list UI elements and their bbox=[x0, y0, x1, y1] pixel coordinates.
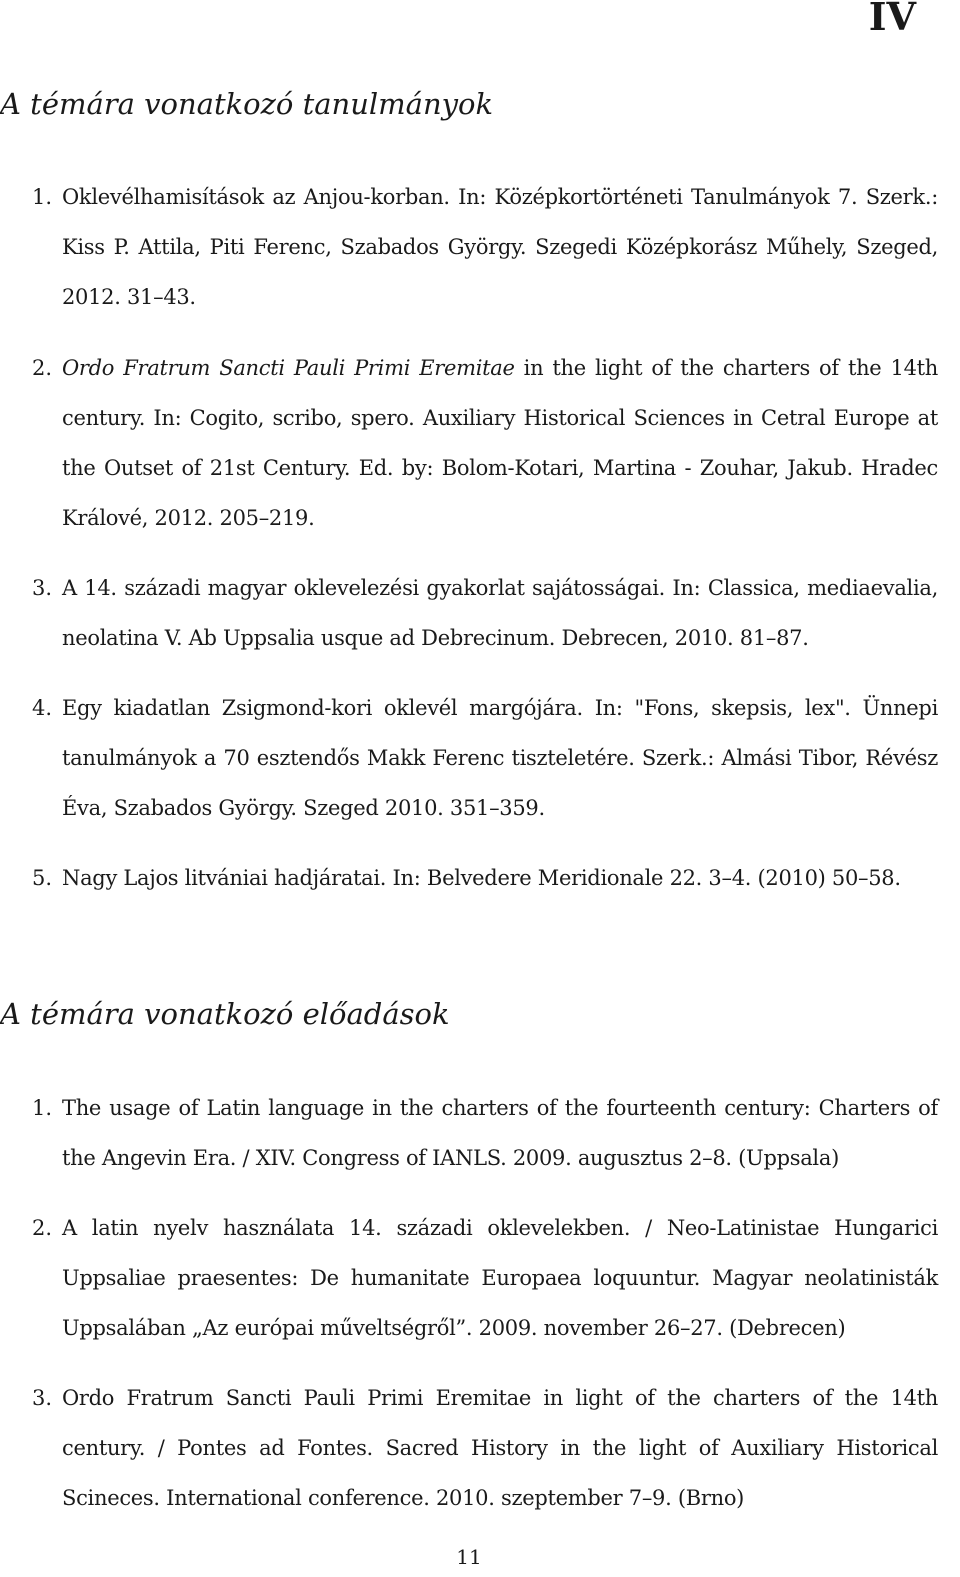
section-title-studies: A témára vonatkozó tanulmányok bbox=[0, 87, 494, 121]
chapter-number: IV bbox=[868, 0, 916, 39]
study-entry-text: Egy kiadatlan Zsigmond-kori oklevél margójára. In: "Fons, skepsis, lex". Ünnepi tanulmányok a 70 esztendős Makk Ferenc tiszteletére. Szerk.: Almási Tibor, Révész Éva, Szabados György. Szeged 2010. 351–359. bbox=[62, 696, 938, 820]
page-number: 11 bbox=[456, 1545, 482, 1569]
study-number: 3. bbox=[32, 576, 53, 600]
talk-entry-text: The usage of Latin language in the charters of the fourteenth century: Charters of the Angevin Era. / XIV. Congress of IANLS. 2009. augusztus 2–8. (Uppsala) bbox=[62, 1096, 938, 1170]
study-entry-text: Nagy Lajos litvániai hadjáratai. In: Belvedere Meridionale 22. 3–4. (2010) 50–58. bbox=[62, 866, 901, 890]
talk-entry bbox=[62, 1203, 938, 1353]
study-entry bbox=[62, 683, 938, 833]
study-entry-text: A 14. századi magyar oklevelezési gyakorlat sajátosságai. In: Classica, mediaevalia, neolatina V. Ab Uppsalia usque ad Debrecinum. Debrecen, 2010. 81–87. bbox=[62, 576, 938, 650]
talk-number: 1. bbox=[32, 1096, 53, 1120]
section-title-talks: A témára vonatkozó előadások bbox=[0, 997, 450, 1031]
study-entry bbox=[62, 343, 938, 543]
talk-entry-text: Ordo Fratrum Sancti Pauli Primi Eremitae in light of the charters of the 14th century. / Pontes ad Fontes. Sacred History in the light of Auxiliary Historical Scineces. International conference. 2010. szeptember 7–9. (Brno) bbox=[62, 1386, 938, 1510]
talk-number: 3. bbox=[32, 1386, 53, 1410]
talk-number: 2. bbox=[32, 1216, 53, 1240]
study-entry-italic: Ordo Fratrum Sancti Pauli Primi Eremitae bbox=[62, 356, 515, 380]
study-number: 2. bbox=[32, 356, 53, 380]
talk-entry bbox=[62, 1373, 938, 1523]
study-number: 5. bbox=[32, 866, 53, 890]
talk-entry-text: A latin nyelv használata 14. századi oklevelekben. / Neo-Latinistae Hungarici Uppsaliae praesentes: De humanitate Europaea loquuntur. Magyar neolatinisták Uppsalában „Az európai műveltségről”. 2009. november 26–27. (Debrecen) bbox=[62, 1216, 938, 1340]
study-entry bbox=[62, 563, 938, 663]
study-entry-text: Oklevélhamisítások az Anjou-korban. In: Középkortörténeti Tanulmányok 7. Szerk.: Kiss P. Attila, Piti Ferenc, Szabados György. Szegedi Középkorász Műhely, Szeged, 2012. 31–43. bbox=[62, 185, 938, 309]
study-number: 1. bbox=[32, 185, 53, 209]
study-entry-text: in the light of the charters of the 14th century. In: Cogito, scribo, spero. Auxiliary Historical Sciences in Cetral Europe at the Outset of 21st Century. Ed. by: Bolom-Kotari, Martina - Zouhar, Jakub. Hradec Králové, 2012. 205–219. bbox=[62, 356, 938, 530]
study-entry bbox=[62, 853, 938, 903]
study-entry bbox=[62, 172, 938, 322]
talk-entry bbox=[62, 1083, 938, 1183]
study-number: 4. bbox=[32, 696, 53, 720]
